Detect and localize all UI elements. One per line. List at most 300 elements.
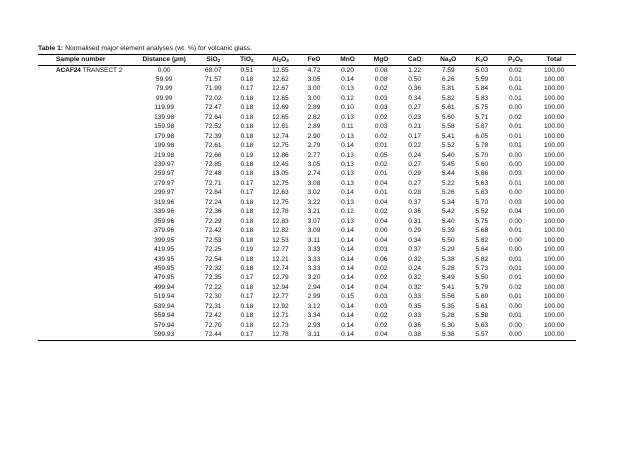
cell-value: 72.61 <box>205 142 222 150</box>
table-row <box>38 122 576 131</box>
cell-value: 0.14 <box>341 236 354 244</box>
cell-value: 0.15 <box>341 293 354 301</box>
cell-value: 0.13 <box>341 170 354 178</box>
cell-value: 5.41 <box>441 283 455 291</box>
cell-total: 100.00 <box>543 283 565 291</box>
cell-value: 5.56 <box>441 293 455 301</box>
cell-value: 0.02 <box>374 312 388 320</box>
cell-value: 0.13 <box>341 198 354 206</box>
cell-value: 5.22 <box>441 179 455 187</box>
header-oxide: FeO <box>307 56 321 63</box>
cell-value: 0.03 <box>374 293 388 301</box>
cell-sample <box>38 236 132 245</box>
table-caption <box>38 45 576 53</box>
cell-value: 0.18 <box>240 265 254 273</box>
cell-distance: 399.95 <box>154 236 175 244</box>
cell-value: 0.04 <box>374 331 388 339</box>
cell-value: 0.17 <box>240 179 254 187</box>
cell-value: 12.75 <box>272 198 289 206</box>
cell-value: 0.01 <box>374 142 388 150</box>
cell-value: 0.00 <box>508 321 522 329</box>
cell-value: 0.18 <box>240 104 254 112</box>
cell-value: 0.19 <box>240 151 254 159</box>
cell-value: 5.35 <box>441 302 455 310</box>
cell-value: 0.18 <box>240 198 254 206</box>
cell-value: 0.36 <box>408 208 422 216</box>
cell-value: 0.18 <box>240 255 254 263</box>
cell-value: 0.14 <box>341 331 354 339</box>
cell-distance: 139.98 <box>154 113 175 121</box>
cell-sample <box>38 330 132 340</box>
table-row <box>38 151 576 160</box>
table-row <box>38 207 576 216</box>
cell-value: 0.31 <box>408 217 422 225</box>
cell-total: 100.00 <box>543 123 565 131</box>
cell-value: 0.03 <box>374 302 388 310</box>
cell-value: 0.13 <box>341 85 354 93</box>
cell-value: 0.17 <box>240 189 254 197</box>
cell-value: 12.53 <box>272 236 289 244</box>
cell-distance: 99.99 <box>155 94 173 102</box>
cell-sample <box>38 198 132 207</box>
cell-value: 72.47 <box>205 104 222 112</box>
cell-distance: 479.95 <box>154 274 175 282</box>
header-oxide: SiO$_2$ <box>206 56 221 63</box>
header-total: Total <box>546 56 562 63</box>
cell-sample <box>38 103 132 112</box>
cell-value: 5.38 <box>441 331 455 339</box>
cell-value: 3.08 <box>307 179 321 187</box>
cell-value: 0.24 <box>408 265 422 273</box>
cell-value: 0.20 <box>341 66 354 74</box>
cell-value: 12.74 <box>272 132 289 140</box>
cell-value: 0.03 <box>374 104 388 112</box>
cell-value: 5.50 <box>441 236 455 244</box>
cell-value: 0.18 <box>240 170 254 178</box>
cell-value: 0.17 <box>240 85 254 93</box>
cell-value: 72.25 <box>205 246 222 254</box>
cell-sample <box>38 188 132 197</box>
cell-value: 72.30 <box>205 293 222 301</box>
cell-sample <box>38 264 132 273</box>
cell-value: 5.52 <box>441 142 455 150</box>
cell-value: 5.64 <box>475 246 489 254</box>
cell-value: 3.33 <box>307 255 321 263</box>
cell-distance: 279.97 <box>154 179 175 187</box>
cell-value: 0.29 <box>408 170 422 178</box>
cell-value: 0.18 <box>240 236 254 244</box>
cell-total: 100.00 <box>543 170 565 178</box>
cell-value: 5.45 <box>441 161 455 169</box>
table-row <box>38 141 576 150</box>
cell-value: 72.22 <box>205 283 222 291</box>
cell-distance: 319.96 <box>154 198 175 206</box>
cell-value: 5.79 <box>475 283 489 291</box>
cell-value: 5.60 <box>441 113 455 121</box>
cell-total: 100.00 <box>543 255 565 263</box>
cell-value: 3.12 <box>307 302 321 310</box>
cell-value: 72.44 <box>205 331 222 339</box>
cell-distance: 199.98 <box>154 142 175 150</box>
cell-value: 12.94 <box>272 283 289 291</box>
cell-value: 0.37 <box>408 246 422 254</box>
cell-value: 0.13 <box>341 161 354 169</box>
cell-value: 0.03 <box>374 123 388 131</box>
cell-value: 5.42 <box>441 208 455 216</box>
cell-value: 0.04 <box>374 179 388 187</box>
cell-value: 12.83 <box>272 217 289 225</box>
cell-value: 0.02 <box>374 161 388 169</box>
cell-value: 5.66 <box>475 170 489 178</box>
cell-value: 0.18 <box>240 132 254 140</box>
cell-value: 0.02 <box>374 208 388 216</box>
cell-value: 3.00 <box>307 85 321 93</box>
cell-value: 0.02 <box>374 85 388 93</box>
cell-sample <box>38 151 132 160</box>
cell-value: 72.84 <box>205 189 222 197</box>
cell-total: 100.00 <box>543 227 565 235</box>
cell-value: 5.39 <box>441 227 455 235</box>
cell-value: 0.14 <box>341 255 354 263</box>
cell-value: 72.71 <box>205 179 222 187</box>
cell-value: 12.77 <box>272 293 289 301</box>
cell-value: 3.02 <box>307 189 321 197</box>
cell-sample <box>38 179 132 188</box>
cell-value: 0.18 <box>240 142 254 150</box>
cell-sample <box>38 302 132 311</box>
cell-value: 0.14 <box>341 246 354 254</box>
cell-value: 3.05 <box>307 75 321 83</box>
cell-value: 0.27 <box>408 104 422 112</box>
cell-value: 72.66 <box>205 151 222 159</box>
cell-value: 2.99 <box>307 293 321 301</box>
cell-value: 0.10 <box>341 104 354 112</box>
cell-value: 0.12 <box>341 208 354 216</box>
cell-value: 0.01 <box>508 312 522 320</box>
cell-total: 100.00 <box>543 104 565 112</box>
cell-value: 0.18 <box>240 208 254 216</box>
cell-value: 0.01 <box>508 75 522 83</box>
cell-sample <box>38 84 132 93</box>
cell-value: 0.13 <box>341 132 354 140</box>
cell-value: 0.00 <box>374 227 388 235</box>
cell-total: 100.00 <box>543 66 565 74</box>
table-row <box>38 292 576 301</box>
cell-value: 5.71 <box>475 113 489 121</box>
table-row <box>38 160 576 169</box>
cell-total: 100.00 <box>543 75 565 83</box>
table-row <box>38 264 576 273</box>
table-row <box>38 132 576 141</box>
cell-value: 3.34 <box>307 312 321 320</box>
cell-total: 100.00 <box>543 151 565 159</box>
cell-value: 0.27 <box>408 179 422 187</box>
header-oxide: MgO <box>373 56 389 63</box>
cell-value: 0.02 <box>374 265 388 273</box>
cell-value: 0.03 <box>508 170 522 178</box>
cell-total: 100.00 <box>543 94 565 102</box>
table-row <box>38 311 576 320</box>
cell-value: 3.33 <box>307 265 321 273</box>
cell-value: 0.23 <box>408 113 422 121</box>
cell-value: 0.14 <box>341 142 354 150</box>
cell-value: 0.01 <box>508 274 522 282</box>
table-row <box>38 273 576 282</box>
cell-total: 100.00 <box>543 274 565 282</box>
cell-value: 12.92 <box>272 302 289 310</box>
cell-value: 3.05 <box>307 161 321 169</box>
cell-value: 0.00 <box>508 236 522 244</box>
cell-value: 5.69 <box>475 293 489 301</box>
cell-value: 72.85 <box>205 161 222 169</box>
cell-value: 0.34 <box>408 236 422 244</box>
cell-value: 72.42 <box>205 227 222 235</box>
cell-sample <box>38 141 132 150</box>
cell-value: 0.04 <box>508 208 522 216</box>
cell-value: 72.24 <box>205 198 222 206</box>
cell-value: 0.32 <box>408 255 422 263</box>
cell-value: 5.41 <box>441 132 455 140</box>
cell-sample <box>38 292 132 301</box>
cell-value: 0.35 <box>408 302 422 310</box>
header-oxide: CaO <box>407 56 422 63</box>
cell-value: 0.33 <box>408 312 422 320</box>
table-row <box>38 302 576 311</box>
cell-total: 100.00 <box>543 312 565 320</box>
cell-value: 12.77 <box>272 246 289 254</box>
cell-value: 0.00 <box>508 331 522 339</box>
cell-value: 5.28 <box>441 265 455 273</box>
cell-value: 0.36 <box>408 85 422 93</box>
cell-value: 71.99 <box>205 85 222 93</box>
cell-value: 12.79 <box>272 274 289 282</box>
cell-value: 12.71 <box>272 312 289 320</box>
cell-value: 0.29 <box>408 227 422 235</box>
table-body <box>38 65 576 340</box>
cell-value: 5.58 <box>475 312 489 320</box>
cell-value: 5.29 <box>441 246 455 254</box>
table-row <box>38 217 576 226</box>
cell-value: 0.01 <box>508 255 522 263</box>
cell-total: 100.00 <box>543 161 565 169</box>
cell-value: 72.53 <box>205 236 222 244</box>
cell-value: 0.06 <box>374 255 388 263</box>
cell-distance: 259.97 <box>154 170 175 178</box>
header-distance: Distance (µm) <box>142 56 186 63</box>
cell-value: 5.70 <box>475 198 489 206</box>
cell-total: 100.00 <box>543 189 565 197</box>
cell-value: 72.54 <box>205 255 222 263</box>
cell-value: 2.82 <box>307 113 321 121</box>
cell-distance: 599.93 <box>154 331 175 339</box>
cell-value: 12.86 <box>272 151 289 159</box>
cell-value: 6.26 <box>441 75 455 83</box>
cell-sample <box>38 160 132 169</box>
cell-value: 5.75 <box>475 104 489 112</box>
cell-value: 5.58 <box>441 123 455 131</box>
cell-total: 100.00 <box>543 302 565 310</box>
header-oxide: $Na_2O$ <box>440 56 457 63</box>
table-row <box>38 236 576 245</box>
cell-value: 5.40 <box>441 151 455 159</box>
cell-distance: 419.95 <box>154 246 175 254</box>
cell-value: 2.90 <box>307 132 321 140</box>
cell-value: 0.18 <box>240 227 254 235</box>
cell-value: 0.02 <box>374 132 388 140</box>
cell-value: 0.02 <box>508 283 522 291</box>
cell-value: 0.28 <box>408 189 422 197</box>
cell-value: 5.82 <box>441 94 455 102</box>
cell-value: 0.18 <box>240 113 254 121</box>
cell-sample <box>38 207 132 216</box>
cell-value: 5.03 <box>475 66 489 74</box>
cell-value: 2.94 <box>307 283 321 291</box>
cell-total: 100.00 <box>543 331 565 339</box>
cell-value: 0.13 <box>341 151 354 159</box>
cell-value: 0.00 <box>508 189 522 197</box>
table-row <box>38 226 576 235</box>
cell-value: 0.02 <box>508 113 522 121</box>
cell-value: 0.01 <box>508 94 522 102</box>
cell-sample <box>38 132 132 141</box>
cell-value: 0.34 <box>408 94 422 102</box>
cell-total: 100.00 <box>543 208 565 216</box>
header-sample-number: Sample number <box>56 56 106 63</box>
cell-value: 12.65 <box>272 94 289 102</box>
cell-value: 0.01 <box>508 142 522 150</box>
cell-value: 12.45 <box>272 161 289 169</box>
cell-value: 3.11 <box>307 236 321 244</box>
cell-distance: 359.96 <box>154 217 175 225</box>
cell-total: 100.00 <box>543 236 565 244</box>
cell-value: 0.01 <box>508 123 522 131</box>
cell-sample <box>38 283 132 292</box>
cell-value: 0.01 <box>508 293 522 301</box>
cell-value: 5.68 <box>475 227 489 235</box>
cell-distance: 459.95 <box>154 265 175 273</box>
header-oxide: $P_2O_5$ <box>508 56 523 63</box>
cell-total: 100.00 <box>543 85 565 93</box>
cell-value: 12.65 <box>272 113 289 121</box>
cell-value: 72.39 <box>205 132 222 140</box>
cell-value: 72.64 <box>205 113 222 121</box>
cell-value: 0.38 <box>408 331 422 339</box>
table-row <box>38 103 576 112</box>
cell-value: 5.34 <box>441 198 455 206</box>
cell-value: 0.01 <box>508 85 522 93</box>
table-row <box>38 188 576 197</box>
cell-value: 5.38 <box>441 255 455 263</box>
cell-value: 3.09 <box>307 227 321 235</box>
cell-value: 0.14 <box>341 302 354 310</box>
cell-total: 100.00 <box>543 246 565 254</box>
cell-value: 2.79 <box>307 142 321 150</box>
cell-value: 0.17 <box>240 274 254 282</box>
cell-value: 12.62 <box>272 75 289 83</box>
caption-text: Normalised major element analyses (wt. %) for volcanic glass. <box>63 45 253 52</box>
cell-value: 0.04 <box>374 198 388 206</box>
cell-value: 5.82 <box>475 255 489 263</box>
cell-value: 71.57 <box>205 75 222 83</box>
cell-total: 100.00 <box>543 132 565 140</box>
header-oxide: $K_2O$ <box>475 56 489 63</box>
cell-value: 5.57 <box>475 331 489 339</box>
cell-value: 0.01 <box>374 170 388 178</box>
cell-value: 0.13 <box>341 217 354 225</box>
cell-value: 0.17 <box>408 132 422 140</box>
cell-distance: 79.99 <box>155 85 173 93</box>
cell-value: 5.52 <box>475 208 489 216</box>
cell-value: 0.01 <box>508 227 522 235</box>
cell-value: 72.35 <box>205 274 222 282</box>
cell-value: 5.84 <box>475 85 489 93</box>
cell-value: 0.01 <box>508 179 522 187</box>
cell-sample: ACAF24 TRANSECT 2 <box>56 66 123 74</box>
cell-value: 5.61 <box>475 302 489 310</box>
cell-value: 5.75 <box>475 217 489 225</box>
cell-value: 0.14 <box>341 274 354 282</box>
cell-value: 72.36 <box>205 208 222 216</box>
cell-total: 100.00 <box>543 198 565 206</box>
table-row <box>38 283 576 292</box>
cell-sample <box>38 94 132 103</box>
cell-value: 12.69 <box>272 104 289 112</box>
cell-value: 0.32 <box>408 274 422 282</box>
cell-value: 0.14 <box>341 227 354 235</box>
cell-value: 5.70 <box>475 151 489 159</box>
cell-value: 72.70 <box>205 321 222 329</box>
cell-value: 0.00 <box>508 302 522 310</box>
cell-value: 0.18 <box>240 161 254 169</box>
cell-sample <box>38 122 132 131</box>
cell-value: 5.83 <box>475 94 489 102</box>
header-oxide: TiO$_2$ <box>240 56 254 63</box>
header-oxide: MnO <box>340 56 355 63</box>
cell-value: 5.78 <box>475 142 489 150</box>
cell-value: 5.73 <box>475 265 489 273</box>
cell-value: 0.24 <box>408 151 422 159</box>
cell-value: 3.20 <box>307 274 321 282</box>
cell-value: 0.14 <box>341 283 354 291</box>
table-row <box>38 84 576 93</box>
table-row <box>38 330 576 340</box>
cell-value: 5.26 <box>441 189 455 197</box>
cell-value: 5.63 <box>475 321 489 329</box>
cell-total: 100.00 <box>543 179 565 187</box>
cell-value: 0.03 <box>374 94 388 102</box>
cell-distance: 339.96 <box>154 208 175 216</box>
cell-value: 12.73 <box>272 321 289 329</box>
header-row <box>38 55 576 66</box>
cell-value: 0.04 <box>374 236 388 244</box>
cell-value: 12.82 <box>272 227 289 235</box>
cell-value: 1.22 <box>408 66 422 74</box>
cell-total: 100.00 <box>543 142 565 150</box>
cell-value: 0.05 <box>374 151 388 159</box>
cell-value: 0.14 <box>341 189 354 197</box>
cell-value: 0.50 <box>408 75 422 83</box>
cell-value: 5.40 <box>441 217 455 225</box>
cell-value: 0.36 <box>408 321 422 329</box>
cell-value: 0.27 <box>408 161 422 169</box>
table-row <box>38 198 576 207</box>
cell-value: 5.59 <box>475 75 489 83</box>
cell-value: 5.28 <box>441 312 455 320</box>
table-row <box>38 113 576 122</box>
cell-value: 0.08 <box>374 66 388 74</box>
cell-value: 5.81 <box>441 85 455 93</box>
cell-value: 0.33 <box>408 293 422 301</box>
